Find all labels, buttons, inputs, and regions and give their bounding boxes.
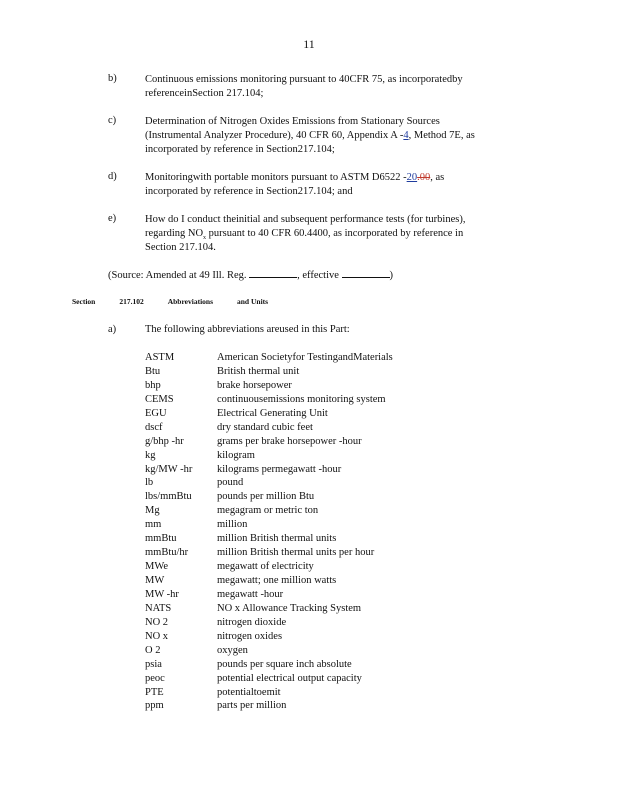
abbreviation-term: kg — [145, 449, 156, 461]
item-label: c) — [108, 115, 117, 126]
abbreviation-row — [145, 504, 525, 518]
abbreviation-definition: potentialtoemit — [217, 686, 281, 698]
abbreviation-definition: parts per million — [217, 700, 287, 712]
abbreviation-term: peoc — [145, 672, 165, 684]
abbreviation-definition: million — [217, 519, 248, 531]
abbreviation-row — [145, 393, 525, 407]
item-line: Section 217.104. — [145, 242, 216, 253]
abbreviation-row — [145, 560, 525, 574]
abbreviation-term: Btu — [145, 365, 161, 377]
abbreviation-term: g/bhp -hr — [145, 435, 184, 447]
abbreviation-term: ppm — [145, 700, 164, 712]
abbreviation-definition: British thermal unit — [217, 365, 300, 377]
abbreviation-definition: megagram or metric ton — [217, 505, 319, 517]
abbreviation-definition: potential electrical output capacity — [217, 672, 362, 684]
abbreviation-row — [145, 644, 525, 658]
abbreviation-definition: NO x Allowance Tracking System — [217, 602, 362, 614]
abbreviation-definition: megawatt of electricity — [217, 561, 314, 573]
abbreviation-definition: kilograms permegawatt -hour — [217, 463, 342, 475]
item-line: regarding $NO_x$ pursuant to 40 CFR 60.4400, as incorporated by reference in — [145, 228, 464, 242]
abbreviation-definition: megawatt -hour — [217, 588, 284, 600]
abbreviation-term: O 2 — [145, 644, 161, 656]
abbreviation-definition: pounds per million Btu — [217, 491, 315, 503]
item-label: b) — [108, 73, 117, 84]
abbreviation-row — [145, 490, 525, 504]
abbreviation-list — [145, 351, 525, 713]
abbreviation-row — [145, 476, 525, 490]
abbreviation-term: bhp — [145, 379, 161, 391]
abbreviation-row — [145, 449, 525, 463]
abbreviation-definition: Electrical Generating Unit — [217, 407, 328, 419]
abbreviation-term: mmBtu — [145, 533, 177, 545]
source-note: (Source: Amended at 49 Ill. Reg. , effective ) — [108, 270, 394, 281]
abbreviation-term: lbs/mmBtu — [145, 491, 192, 503]
abbreviation-row — [145, 435, 525, 449]
abbreviation-term: CEMS — [145, 393, 174, 405]
item-line: incorporated by reference in Section217.104; and — [145, 186, 353, 197]
abbreviation-row — [145, 658, 525, 672]
abbreviation-definition: million British thermal units — [217, 533, 337, 545]
abbreviation-term: MWe — [145, 561, 169, 573]
abbreviation-term: NO x — [145, 630, 169, 642]
abbreviation-row — [145, 699, 525, 713]
abbreviation-definition: dry standard cubic feet — [217, 421, 313, 433]
abbreviation-term: NO 2 — [145, 616, 169, 628]
abbreviation-term: ASTM — [145, 352, 175, 363]
inserted-text: 4 — [403, 130, 409, 141]
item-label: e) — [108, 213, 117, 224]
blank-line — [249, 268, 297, 278]
abbreviation-row — [145, 351, 525, 365]
abbreviation-row — [145, 421, 525, 435]
abbreviation-term: dscf — [145, 421, 163, 433]
abbreviation-row — [145, 463, 525, 477]
abbreviation-row — [145, 379, 525, 393]
abbreviation-row — [145, 574, 525, 588]
abbreviation-definition: American Societyfor TestingandMaterials — [217, 352, 393, 363]
abbreviation-term: Mg — [145, 505, 160, 517]
item-label: d) — [108, 171, 117, 182]
abbreviation-term: EGU — [145, 407, 167, 419]
item-line: Determination of Nitrogen Oxides Emissions from Stationary Sources — [145, 116, 440, 127]
item-line: incorporated by reference in Section217.104; — [145, 144, 335, 155]
abbreviation-term: NATS — [145, 602, 172, 614]
abbreviation-term: kg/MW -hr — [145, 463, 193, 475]
item-line: Continuous emissions monitoring pursuant to 40CFR 75, as incorporatedby — [145, 74, 463, 85]
abbreviation-row — [145, 532, 525, 546]
abbreviation-definition: grams per brake horsepower -hour — [217, 435, 362, 447]
page-number: 11 — [303, 37, 315, 51]
abbreviation-row — [145, 407, 525, 421]
abbreviation-definition: nitrogen dioxide — [217, 616, 287, 628]
abbreviation-definition: pounds per square inch absolute — [217, 658, 352, 670]
item-line: How do I conduct theinitial and subsequent performance tests (for turbines), — [145, 214, 466, 225]
abbreviation-definition: megawatt; one million watts — [217, 575, 337, 586]
abbreviation-row — [145, 672, 525, 686]
abbreviation-term: PTE — [145, 686, 164, 698]
abbreviation-term: MW — [145, 575, 165, 586]
abbreviation-row — [145, 365, 525, 379]
abbreviation-term: psia — [145, 658, 162, 670]
abbreviation-definition: brake horsepower — [217, 379, 292, 391]
abbreviation-definition: pound — [217, 477, 244, 489]
abbreviation-row — [145, 588, 525, 602]
item-line: referenceinSection 217.104; — [145, 88, 264, 99]
blank-line — [342, 268, 390, 278]
abbreviation-row — [145, 630, 525, 644]
abbreviation-row — [145, 686, 525, 700]
abbreviation-term: lb — [145, 477, 154, 489]
abbreviation-row — [145, 546, 525, 560]
item-line: (Instrumental Analyzer Procedure), 40 CFR 60, Appendix A -4, Method 7E, as — [145, 130, 475, 141]
section-heading: Section 217.102 Abbreviations and Units — [72, 297, 269, 306]
abbreviation-row — [145, 616, 525, 630]
abbreviation-definition: kilogram — [217, 449, 255, 461]
deleted-text: .00 — [417, 172, 431, 183]
item-line: Monitoringwith portable monitors pursuant to ASTM D6522 -20.00, as — [145, 172, 445, 183]
abbreviation-definition: nitrogen oxides — [217, 630, 283, 642]
abbreviation-term: mmBtu/hr — [145, 547, 189, 559]
abbreviation-definition: continuousemissions monitoring system — [217, 393, 386, 405]
abbreviation-definition: oxygen — [217, 644, 248, 656]
inserted-text: 20 — [406, 172, 418, 183]
abbreviation-definition: million British thermal units per hour — [217, 547, 375, 559]
abbreviation-row — [145, 518, 525, 532]
abbreviation-term: MW -hr — [145, 588, 179, 600]
abbreviation-row — [145, 602, 525, 616]
abbreviation-term: mm — [145, 519, 162, 531]
